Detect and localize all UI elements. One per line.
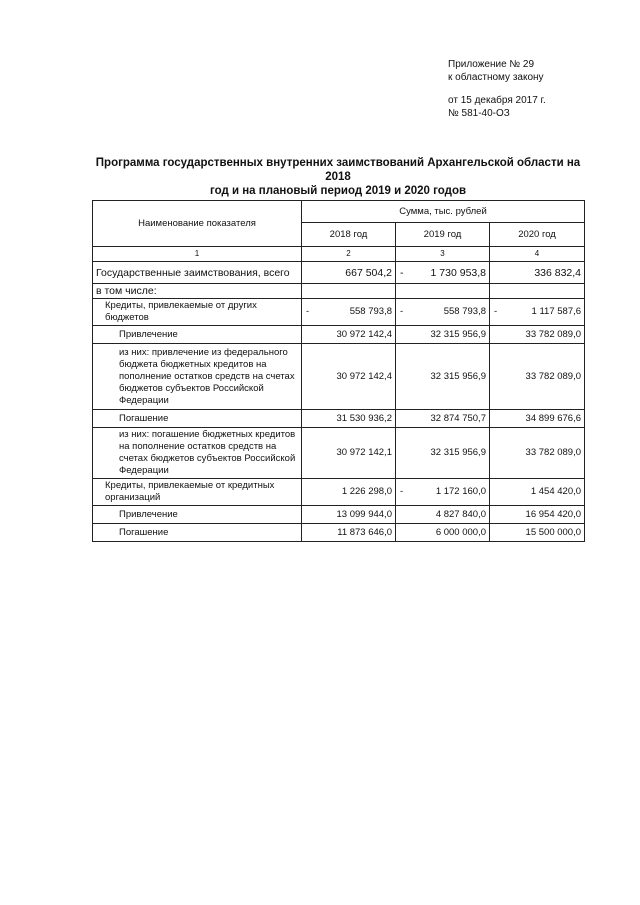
value-2018 xyxy=(302,410,396,428)
value-2020 xyxy=(490,284,585,299)
table-row xyxy=(93,524,585,542)
value-text: 33 782 089,0 xyxy=(525,328,582,340)
minus-sign: - xyxy=(494,306,498,317)
appendix-date: от 15 декабря 2017 г. xyxy=(448,95,546,106)
row-label: Государственные заимствования, всего xyxy=(93,262,302,284)
value-2018 xyxy=(302,344,396,410)
value-text: 13 099 944,0 xyxy=(336,508,392,520)
value-2018 xyxy=(302,262,396,284)
value-2019 xyxy=(396,479,490,506)
value-text: 16 954 420,0 xyxy=(525,508,582,520)
value-text: 4 827 840,0 xyxy=(435,508,486,520)
col-number: 3 xyxy=(396,247,490,262)
appendix-number: № 581-40-ОЗ xyxy=(448,108,510,119)
value-text: 32 874 750,7 xyxy=(430,412,486,424)
appendix-line: Приложение № 29 xyxy=(448,59,535,70)
value-text: 1 172 160,0 xyxy=(435,486,486,497)
value-2020 xyxy=(490,299,585,326)
table-row xyxy=(93,344,585,410)
value-2018 xyxy=(302,479,396,506)
value-2019 xyxy=(396,299,490,326)
value-2019 xyxy=(396,428,490,479)
value-text: 1 226 298,0 xyxy=(341,486,392,497)
row-label: из них: погашение бюджетных кредитов на пополнение остатков средств на счетах бюджетов субъектов Российской Федерации xyxy=(93,428,302,479)
header-year: 2020 год xyxy=(490,223,585,247)
table-row xyxy=(93,299,585,326)
value-2018 xyxy=(302,428,396,479)
value-text: 33 782 089,0 xyxy=(525,370,582,382)
value-text: 1 117 587,6 xyxy=(531,306,582,317)
table-row xyxy=(93,326,585,344)
table-row xyxy=(93,479,585,506)
header-year: 2019 год xyxy=(396,223,490,247)
appendix-gap xyxy=(448,84,546,94)
value-2019 xyxy=(396,326,490,344)
table-row xyxy=(93,506,585,524)
appendix-block xyxy=(448,58,546,120)
value-text: 11 873 646,0 xyxy=(337,526,392,538)
row-label: Погашение xyxy=(93,524,302,542)
value-2018 xyxy=(302,326,396,344)
value-2018 xyxy=(302,284,396,299)
table-row xyxy=(93,284,585,299)
col-number: 4 xyxy=(490,247,585,262)
row-label: Кредиты, привлекаемые от кредитных организаций xyxy=(93,479,302,506)
value-2019 xyxy=(396,284,490,299)
value-text: 33 782 089,0 xyxy=(525,447,582,458)
value-text: 558 793,8 xyxy=(443,306,486,317)
value-2019 xyxy=(396,524,490,542)
borrowings-table xyxy=(92,200,585,542)
value-text: 558 793,8 xyxy=(349,306,392,317)
value-text: 667 504,2 xyxy=(345,266,392,279)
col-number: 2 xyxy=(302,247,396,262)
value-2018 xyxy=(302,506,396,524)
value-2020 xyxy=(490,262,585,284)
header-row xyxy=(93,201,585,223)
row-label: Привлечение xyxy=(93,326,302,344)
value-text: 336 832,4 xyxy=(534,266,582,279)
row-label: Привлечение xyxy=(93,506,302,524)
value-2020 xyxy=(490,326,585,344)
minus-sign: - xyxy=(400,266,404,279)
value-text: 32 315 956,9 xyxy=(430,328,486,340)
value-2019 xyxy=(396,506,490,524)
value-text: 15 500 000,0 xyxy=(525,526,582,538)
header-name: Наименование показателя xyxy=(93,201,302,247)
table-row xyxy=(93,428,585,479)
value-text: 31 530 936,2 xyxy=(336,412,392,424)
value-text: 30 972 142,1 xyxy=(336,447,392,458)
table-row xyxy=(93,262,585,284)
value-2020 xyxy=(490,524,585,542)
value-text: 30 972 142,4 xyxy=(336,370,392,382)
title-line: год и на плановый период 2019 и 2020 годов xyxy=(209,185,467,197)
minus-sign: - xyxy=(400,486,404,497)
value-text: 30 972 142,4 xyxy=(336,328,392,340)
col-number: 1 xyxy=(93,247,302,262)
value-text: 32 315 956,9 xyxy=(430,447,486,458)
title-line: Программа государственных внутренних заимствований Архангельской области на 2018 xyxy=(95,157,581,183)
col-number-row xyxy=(93,247,585,262)
value-text: 1 730 953,8 xyxy=(430,266,486,279)
table-row xyxy=(93,410,585,428)
value-2020 xyxy=(490,410,585,428)
value-2019 xyxy=(396,410,490,428)
value-2020 xyxy=(490,479,585,506)
value-text: 1 454 420,0 xyxy=(530,486,582,497)
value-2019 xyxy=(396,262,490,284)
value-text: 6 000 000,0 xyxy=(435,526,486,538)
row-label: в том числе: xyxy=(93,284,302,299)
minus-sign: - xyxy=(400,306,404,317)
appendix-line: к областному закону xyxy=(448,72,544,83)
value-text: 32 315 956,9 xyxy=(430,370,486,382)
value-2020 xyxy=(490,428,585,479)
row-label: из них: привлечение из федерального бюджета бюджетных кредитов на пополнение остатков средств на счетах бюджетов субъектов Российской Федерации xyxy=(93,344,302,410)
page-title xyxy=(92,156,584,198)
header-sum: Сумма, тыс. рублей xyxy=(302,201,585,223)
value-2018 xyxy=(302,299,396,326)
row-label: Погашение xyxy=(93,410,302,428)
minus-sign: - xyxy=(306,306,310,317)
value-2020 xyxy=(490,506,585,524)
value-2018 xyxy=(302,524,396,542)
value-2019 xyxy=(396,344,490,410)
header-year: 2018 год xyxy=(302,223,396,247)
value-2020 xyxy=(490,344,585,410)
value-text: 34 899 676,6 xyxy=(525,412,582,424)
row-label: Кредиты, привлекаемые от других бюджетов xyxy=(93,299,302,326)
